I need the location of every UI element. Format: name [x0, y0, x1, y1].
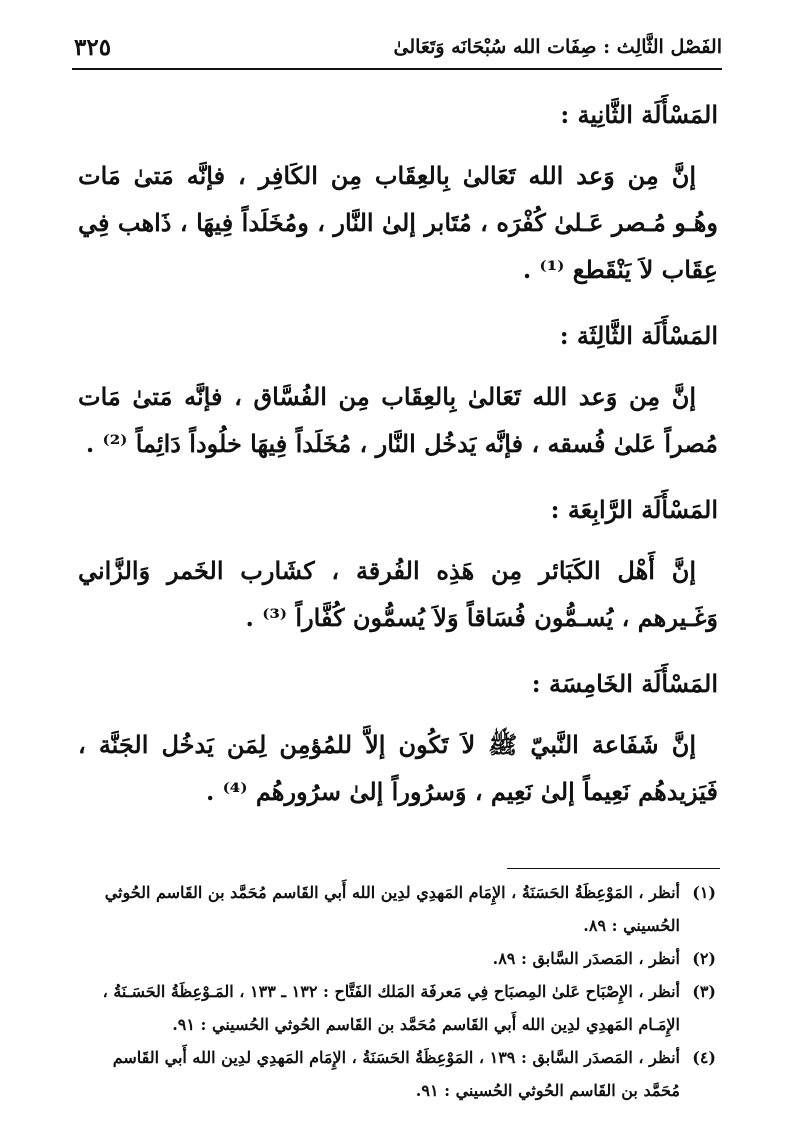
footnote-text: أنظر ، المَصدَر السَّابق : ١٣٩ ، المَوْعِظَةُ الحَسَنَةُ ، الإِمَام المَهدِي لدِين الله أَبي القَاسم مُحَمَّد بن القَاسم الحُوثي الحُسيني : ٩١. [112, 1048, 680, 1100]
running-title: الفَصْل الثَّالِث : صِفَات الله سُبْحَانَه وَتَعَالىٰ [393, 36, 722, 58]
footnote-text: أنظر ، الإِصْبَاح عَلىٰ المِصبَاح فِي مَعرفَة المَلك الفَتَّاح : ١٣٢ ـ ١٣٣ ، المَـوْعِظَةُ الحَسَـنَةُ ، الإِمَـام المَهدِي لدِين الله أَبي القَاسم مُحَمَّد بن القَاسم الحُوثي الحُسيني : ٩١. [102, 982, 680, 1034]
section-heading-5: المَسْأَلَة الخَامِسَة : [531, 669, 718, 698]
footnote-text: أنظر ، المَصدَر السَّابق : ٨٩. [492, 949, 680, 968]
footnote-number: (٤) [692, 1048, 716, 1067]
section-heading-4: المَسْأَلَة الرَّابِعَة : [550, 495, 718, 524]
section-paragraph-3: إنَّ مِن وَعد الله تَعَالىٰ بِالعِقَاب مِن الفُسَّاق ، فإنَّه مَتىٰ مَات مُصراً عَلىٰ فُسقه ، فإنَّه يَدخُل النَّار ، مُخَلَداً فِيهَا خلُوداً دَائِماً ⁽²⁾ . [78, 382, 718, 458]
section-heading-3: المَسْأَلَة الثَّالِثَة : [559, 321, 718, 350]
footnote-divider [507, 868, 720, 869]
section-paragraph-2: إنَّ مِن وَعد الله تَعَالىٰ بِالعِقَاب مِن الكَافِر ، فإنَّه مَتىٰ مَات وهُـو مُـصر عَـلىٰ كُفْرَه ، مُتَابر إلىٰ النَّار ، ومُخَلَداً فِيهَا ، ذَاهب فِي عِقَاب لاَ يَنْقَطع ⁽¹⁾ . [78, 161, 718, 284]
footnote-3 [72, 975, 716, 1041]
footnote-2 [72, 942, 716, 975]
page-number: ٣٢٥ [74, 34, 112, 61]
section-paragraph-5: إنَّ شَفَاعة النَّبيّ ﷺ لاَ تَكُون إلاَّ للمُؤمِن لِمَن يَدخُل الجَنَّة ، فَيَزيدهُم نَعِيماً إلىٰ نَعِيم ، وَسرُوراً إلىٰ سرُورهُم ⁽⁴⁾ . [78, 730, 718, 806]
footnote-1 [72, 876, 716, 942]
footnote-text: أنظر ، المَوْعِظَةُ الحَسَنَةُ ، الإِمَام المَهدِي لدِين الله أَبي القَاسم مُحَمَّد بن القَاسم الحُوثي الحُسيني : ٨٩. [104, 883, 680, 935]
footnote-4 [72, 1041, 716, 1107]
section-paragraph-4: إنَّ أَهْل الكَبَائر مِن هَذِه الفُرقة ، كشَارب الخَمر وَالزَّاني وَغَـيرهم ، يُسـمُّون فُسَاقاً وَلاَ يُسمُّون كُفَّاراً ⁽³⁾ . [78, 556, 718, 632]
footnote-number: (٢) [692, 949, 716, 968]
body-text [78, 96, 718, 839]
footnote-number: (١) [692, 883, 716, 902]
footnotes [72, 876, 716, 1107]
running-head [72, 34, 722, 70]
section-heading-2: المَسْأَلَة الثَّانِية : [560, 100, 718, 129]
footnote-number: (٣) [692, 982, 716, 1001]
